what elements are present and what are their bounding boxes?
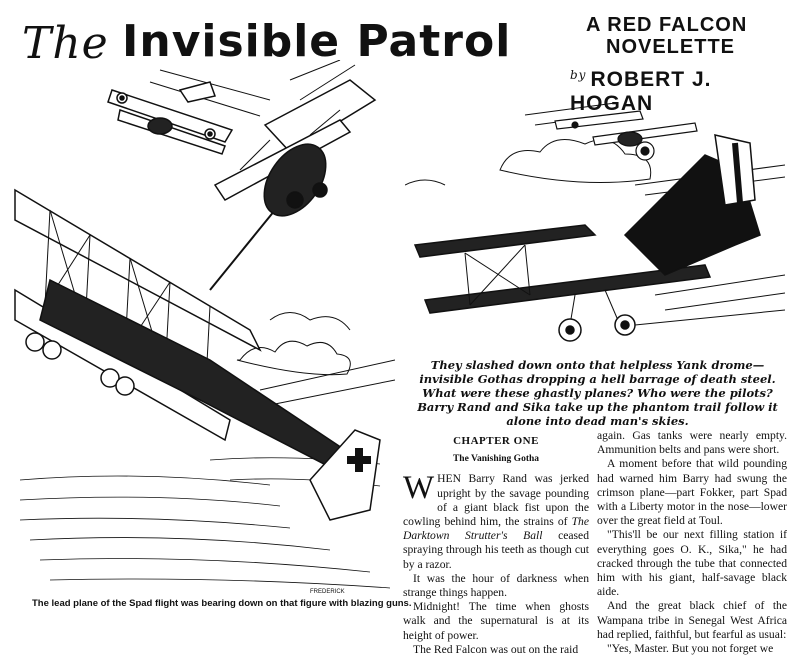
illustration-caption: The lead plane of the Spad flight was bearing down on that figure with blazing guns. bbox=[32, 598, 412, 609]
series-kicker bbox=[586, 14, 786, 58]
kicker-line-1: A RED FALCON bbox=[586, 14, 748, 36]
paragraph-1: WHEN Barry Rand was jerked upright by the savage pounding of a giant black fist upon the cowling behind him, the strains of The Darktown Strutter's Ball ceased spraying through his teeth as though cut by a razor. bbox=[403, 470, 589, 571]
title-main: Invisible Patrol bbox=[122, 16, 512, 67]
chapter-heading: CHAPTER ONE bbox=[453, 435, 539, 447]
paragraph-7: "This'll be our next filling station if everything goes O. K., Sika," he had cracked through the tube that connected him with his giant, half-savage black aide. bbox=[597, 528, 787, 599]
story-column-2 bbox=[597, 429, 787, 656]
kicker-line-2: NOVELETTE bbox=[606, 36, 736, 58]
chapter-title: The Vanishing Gotha bbox=[452, 454, 540, 465]
drop-cap: W bbox=[403, 470, 435, 507]
paragraph-9: "Yes, Master. But you not forget we bbox=[607, 642, 774, 656]
paragraph-3: Midnight! The time when ghosts walk and the supernatural is at its height of power. bbox=[403, 600, 589, 642]
illustration-left-dogfight bbox=[10, 60, 395, 595]
story-deck: They slashed down onto that helpless Yank drome—invisible Gothas dropping a hell barrage of death steel. What were these ghastly planes? Who were the pilots? Barry Rand and Sika take up the phantom trail follow it alone into dead man's skies. bbox=[417, 358, 778, 428]
byline-prefix: by bbox=[570, 68, 587, 82]
paragraph-6: A moment before that wild pounding had warned him Barry had swung the crimson plane—part Fokker, part Spad with a Liberty motor in the nose—lower over the great field at Toul. bbox=[597, 457, 787, 528]
paragraph-8: And the great black chief of the Wampana tribe in Senegal West Africa had replied, faithful, but fearful as usual: bbox=[597, 599, 787, 641]
paragraph-4: The Red Falcon was out on the raid bbox=[413, 642, 579, 656]
paragraph-5: again. Gas tanks were nearly empty. Ammunition belts and pans were short. bbox=[597, 429, 787, 457]
artist-signature: FREDERICK bbox=[310, 589, 345, 595]
illustration-right-spad bbox=[405, 95, 785, 350]
author-name: ROBERT J. HOGAN bbox=[570, 68, 712, 115]
story-column-1 bbox=[403, 432, 589, 657]
song-title: The Darktown Strutter's Ball bbox=[403, 515, 589, 543]
paragraph-2: It was the hour of darkness when strange things happen. bbox=[403, 571, 589, 600]
title-prefix: The bbox=[22, 18, 109, 69]
